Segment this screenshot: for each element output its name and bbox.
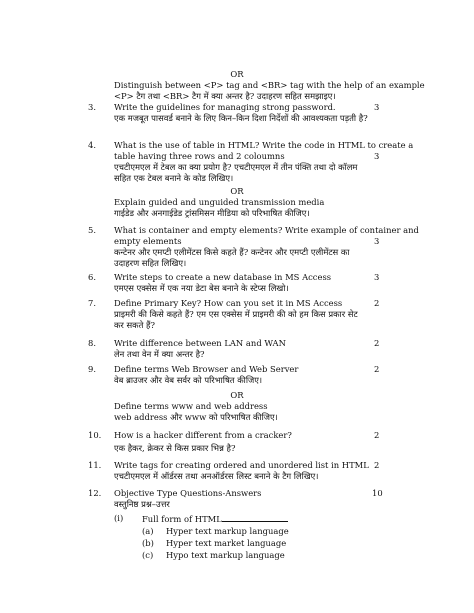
intro-question-en: Distinguish between <P> tag and <BR> tag with the help of an example: [114, 80, 425, 90]
question-number: 11.: [88, 460, 102, 470]
question-number: 4.: [88, 140, 96, 150]
question-marks: 2: [374, 364, 380, 374]
question-number: 6.: [88, 272, 96, 282]
question-text-en: Write steps to create a new database in MS Access: [114, 272, 332, 282]
question-number: 12.: [88, 488, 102, 498]
question-number: 3.: [88, 102, 96, 112]
question-text-hi-cont: कर सकते हैं?: [114, 320, 155, 330]
question-text-hi: एक हैकर, क्रेकर से किस प्रकार भिन्न है?: [114, 443, 236, 453]
question-text-en: Write difference between LAN and WAN: [114, 338, 286, 348]
question-text-hi: एमएस एक्सेस में एक नया डेटा बेस बनाने के स्टेप्स लिखो।: [114, 283, 289, 293]
question-text-en: What is container and empty elements? Write example of container and: [114, 225, 419, 235]
option-text: Hypo text markup language: [166, 550, 285, 560]
question-marks: 3: [374, 272, 380, 282]
question-number: 5.: [88, 225, 96, 235]
question-text-hi: वेब ब्राउजर और वेब सर्वर को परिभाषित कीजिए।: [114, 375, 263, 385]
alternate-question-en: Define terms www and web address: [114, 401, 268, 411]
question-number: 8.: [88, 338, 96, 348]
question-marks: 10: [372, 488, 383, 498]
question-text-hi: वस्तुनिष्ठ प्रश्न–उत्तर: [114, 499, 170, 509]
question-text-hi: लेन तथा वेन में क्या अन्तर है?: [114, 349, 205, 359]
question-text-en-cont: table having three rows and 2 coloumns: [114, 151, 285, 161]
question-text-en: Define terms Web Browser and Web Server: [114, 364, 299, 374]
question-marks: 3: [374, 236, 380, 246]
alternate-question-hi: web address और www को परिभाषित कीजिए।: [114, 412, 278, 422]
sub-question-prompt: Full form of HTML: [142, 514, 222, 524]
question-text-en: Define Primary Key? How can you set it in MS Access: [114, 298, 343, 308]
question-marks: 2: [374, 460, 380, 470]
option-text: Hyper text market language: [166, 538, 287, 548]
intro-question-hi: <P> टैग तथा <BR> टैग में क्या अन्तर है? उदाहरण सहित समझाइए।: [114, 91, 336, 101]
question-marks: 2: [374, 430, 380, 440]
question-number: 7.: [88, 298, 96, 308]
question-text-hi-cont: उदाहरण सहित लिखिए।: [114, 258, 187, 268]
option-text: Hyper text markup language: [166, 526, 289, 536]
or-divider: OR: [230, 390, 244, 400]
question-text-hi: प्राइमरी की किसे कहते हैं? एम एस एक्सेस में प्राइमरी की को हम किस प्रकार सेट: [114, 309, 358, 319]
question-marks: 3: [374, 102, 380, 112]
question-number: 10.: [88, 430, 102, 440]
question-text-hi: कन्टेनर और एमप्टी एलीमेंटस किसे कहते हैं? कन्टेनर और एमप्टी एलीमेंटस का: [114, 247, 350, 257]
question-text-hi: एचटीएमएल में टेबल का क्या प्रयोग है? एचटीएमएल में तीन पंक्ति तथा दो कॉलम: [114, 162, 358, 172]
question-marks: 2: [374, 338, 380, 348]
question-text-en: How is a hacker different from a cracker?: [114, 430, 292, 440]
question-text-hi: एचटीएमएल में ऑर्डरस तथा अनऑर्डरस लिस्ट बनाने के टैग लिखिए।: [114, 471, 319, 481]
alternate-question-en: Explain guided and unguided transmission media: [114, 197, 325, 207]
question-text-hi: एक मजबूत पासवर्ड बनाने के लिए किन–किन दिशा निर्देशों की आवश्यकता पड़ती है?: [114, 113, 368, 123]
sub-question-text: [142, 513, 288, 524]
sub-question-label: (i): [114, 513, 124, 523]
question-text-en: Objective Type Questions-Answers: [114, 488, 262, 498]
question-text-en: Write the guidelines for managing strong password.: [114, 102, 336, 112]
question-number: 9.: [88, 364, 96, 374]
answer-blank-line: [222, 513, 288, 522]
question-text-en-cont: empty elements: [114, 236, 182, 246]
question-marks: 2: [374, 298, 380, 308]
question-text-en: What is the use of table in HTML? Write the code in HTML to create a: [114, 140, 414, 150]
question-marks: 3: [374, 151, 380, 161]
alternate-question-hi: गाईडेड और अनगाईडेड ट्रांसमिसन मीडिया को परिभाषित कीजिए।: [114, 208, 310, 218]
option-label: (b): [142, 538, 154, 548]
or-divider: OR: [230, 69, 244, 79]
option-label: (c): [142, 550, 154, 560]
option-label: (a): [142, 526, 154, 536]
question-text-en: Write tags for creating ordered and unordered list in HTML: [114, 460, 369, 470]
or-divider: OR: [230, 186, 244, 196]
question-text-hi-cont: सहित एक टेबल बनाने के कोड लिखिए।: [114, 173, 234, 183]
